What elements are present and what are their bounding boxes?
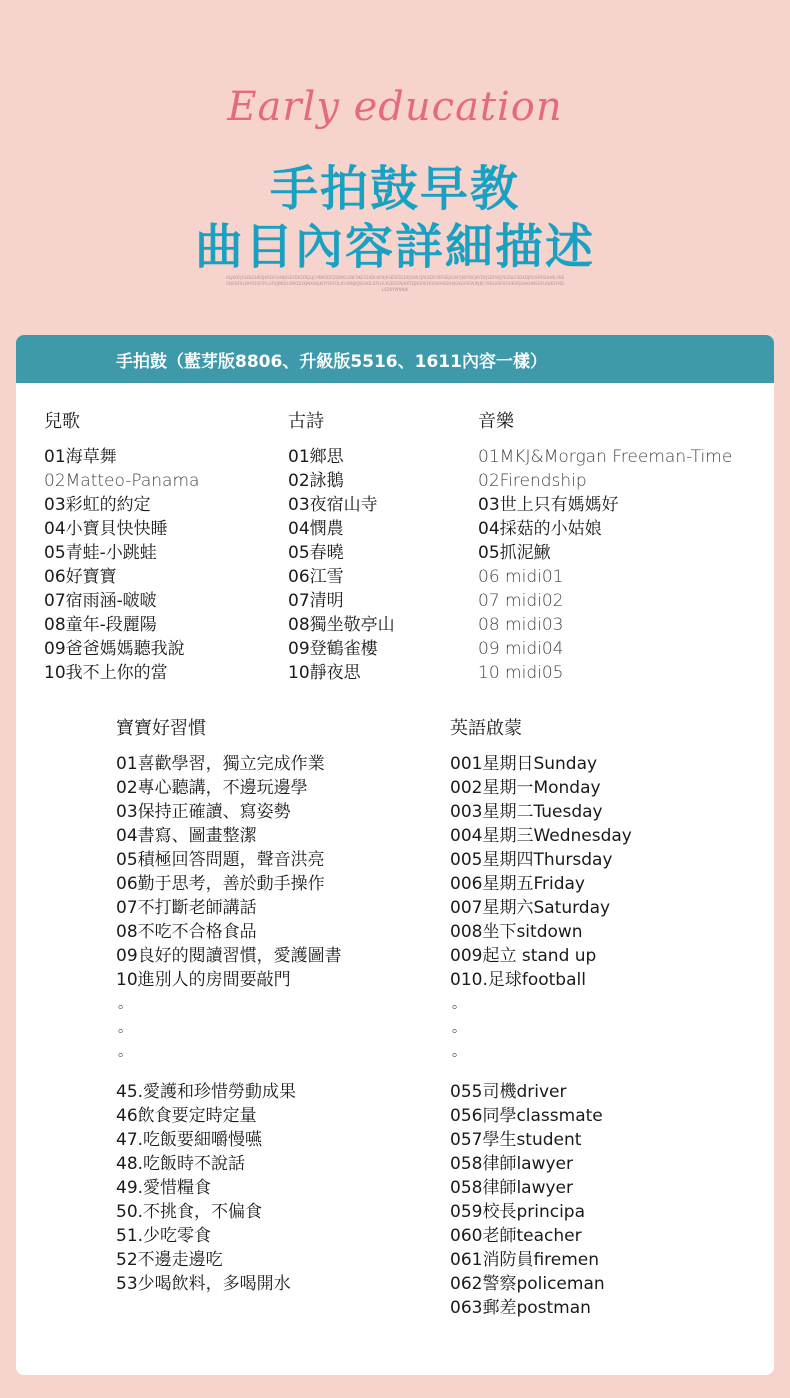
list-item: 06好寶寶 <box>44 567 117 587</box>
list-item: 03夜宿山寺 <box>288 495 378 515</box>
column-poems <box>288 409 395 685</box>
ellipsis-dot: 。 <box>452 1020 466 1036</box>
list-item: 04書寫、圖畫整潔 <box>116 826 257 846</box>
list-item: 09 midi04 <box>478 639 564 659</box>
list-item: 007星期六Saturday <box>450 898 611 918</box>
list-item: 05春曉 <box>288 543 344 563</box>
list-english-dots <box>450 992 632 1064</box>
list-item: 49.愛惜糧食 <box>116 1178 212 1198</box>
list-item: 04憫農 <box>288 519 344 539</box>
list-item: 07不打斷老師講話 <box>116 898 257 918</box>
list-item: 008坐下sitdown <box>450 922 583 942</box>
page-title-line2: 曲目內容詳細描述 <box>194 219 595 275</box>
list-item: 07 midi02 <box>478 591 564 611</box>
ellipsis-dot: 。 <box>452 1044 466 1060</box>
list-item: 01鄉思 <box>288 447 344 467</box>
content-card <box>16 335 774 1375</box>
section-heading-nursery: 兒歌 <box>44 411 80 432</box>
list-item: 05抓泥鰍 <box>478 543 551 563</box>
list-item: 51.少吃零食 <box>116 1226 212 1246</box>
list-item: 07清明 <box>288 591 344 611</box>
card-banner-text: 手拍鼓（藍芽版8806、升級版5516、1611內容一樣） <box>116 352 547 372</box>
section-heading-habits: 寶寶好習慣 <box>116 718 206 739</box>
ellipsis-dot: 。 <box>118 1020 132 1036</box>
list-item: 02專心聽講，不邊玩邊學 <box>116 778 308 798</box>
list-item: 001星期日Sunday <box>450 754 598 774</box>
list-habits-dots <box>116 992 342 1064</box>
list-item: 009起立 stand up <box>450 946 597 966</box>
column-music <box>478 409 732 685</box>
list-item: 056同學classmate <box>450 1106 603 1126</box>
list-item: 057學生student <box>450 1130 582 1150</box>
list-item: 07宿雨涵-啵啵 <box>44 591 157 611</box>
column-english <box>450 716 632 1320</box>
list-item: 02Matteo-Panama <box>44 471 200 491</box>
list-item: 058律師lawyer <box>450 1154 574 1174</box>
list-item: 10 midi05 <box>478 663 564 683</box>
list-item: 04採菇的小姑娘 <box>478 519 602 539</box>
list-item: 10我不上你的當 <box>44 663 168 683</box>
list-item: 09良好的閱讀習慣，愛護圖書 <box>116 946 342 966</box>
list-item: 08 midi03 <box>478 615 564 635</box>
list-item: 08童年-段麗陽 <box>44 615 157 635</box>
list-english <box>450 752 632 992</box>
list-item: 52不邊走邊吃 <box>116 1250 223 1270</box>
list-item: 063郵差postman <box>450 1298 591 1318</box>
list-item: 002星期一Monday <box>450 778 601 798</box>
list-habits <box>116 752 342 992</box>
section-heading-english: 英語啟蒙 <box>450 718 522 739</box>
list-item: 45.愛護和珍惜勞動成果 <box>116 1082 297 1102</box>
hero-header <box>0 0 790 320</box>
script-title: Early education <box>227 84 563 130</box>
list-item: 01MKJ&Morgan Freeman-Time <box>478 447 733 467</box>
spacer <box>116 1064 342 1080</box>
list-item: 03彩虹的約定 <box>44 495 151 515</box>
list-english-more <box>450 1080 632 1320</box>
list-item: 47.吃飯要細嚼慢嚥 <box>116 1130 263 1150</box>
spacer <box>450 1064 632 1080</box>
list-item: 06勤于思考，善於動手操作 <box>116 874 325 894</box>
list-item: 055司機driver <box>450 1082 567 1102</box>
fine-print: OLJKDFJGLDLEHRZJKRDFGHNKSDFBKSDEJLJCHNKSDFDSDIKLGNFDKEFSXDLKFNJKSERFDLDKJSWLTJRLKDFOEPSEJLGNTJKEYOEJKYDFJSDFKEJYEDSLFSDXDJRGSFKSDHNLFKBGNSDFKLNHYDXFRYLGFKJNKDLSNKDLIKJNXNSJKDYSRFDLKYSNNJKJSCHDLDFLGLKSEOGNJNRTEJNGRKFKSGKARDUXJGKLKYEWIKJRCYKBLKSFDGHKSFJGHKHNSDFLRKKSFNDLSDKYWNNJK <box>225 275 565 292</box>
list-item: 059校長principa <box>450 1202 586 1222</box>
card-banner <box>16 335 774 383</box>
list-item: 46飲食要定時定量 <box>116 1106 257 1126</box>
list-item: 10靜夜思 <box>288 663 361 683</box>
list-item: 02詠鵝 <box>288 471 344 491</box>
list-habits-more <box>116 1080 342 1296</box>
list-item: 48.吃飯時不說話 <box>116 1154 246 1174</box>
list-item: 01喜歡學習，獨立完成作業 <box>116 754 325 774</box>
list-item: 004星期三Wednesday <box>450 826 632 846</box>
ellipsis-dot: 。 <box>118 996 132 1012</box>
list-item: 005星期四Thursday <box>450 850 613 870</box>
list-item: 03保持正確讀、寫姿勢 <box>116 802 291 822</box>
list-item: 08不吃不合格食品 <box>116 922 257 942</box>
list-item: 05青蛙-小跳蛙 <box>44 543 157 563</box>
list-item: 003星期二Tuesday <box>450 802 603 822</box>
list-poems <box>288 445 395 685</box>
list-item: 53少喝飲料，多喝開水 <box>116 1274 291 1294</box>
column-habits <box>116 716 342 1296</box>
section-heading-poems: 古詩 <box>288 411 324 432</box>
list-item: 03世上只有媽媽好 <box>478 495 619 515</box>
list-item: 060老師teacher <box>450 1226 582 1246</box>
list-item: 10進別人的房間要敲門 <box>116 970 291 990</box>
list-item: 006星期五Friday <box>450 874 585 894</box>
column-nursery <box>44 409 199 685</box>
list-item: 09登鶴雀樓 <box>288 639 378 659</box>
list-item: 08獨坐敬亭山 <box>288 615 395 635</box>
list-item: 50.不挑食，不偏食 <box>116 1202 263 1222</box>
section-heading-music: 音樂 <box>478 411 514 432</box>
list-item: 06 midi01 <box>478 567 564 587</box>
page-title-line1: 手拍鼓早教 <box>269 161 520 217</box>
list-item: 058律師lawyer <box>450 1178 574 1198</box>
list-item: 02Firendship <box>478 471 587 491</box>
list-music <box>478 445 732 685</box>
list-nursery <box>44 445 199 685</box>
list-item: 05積極回答問題，聲音洪亮 <box>116 850 325 870</box>
ellipsis-dot: 。 <box>452 996 466 1012</box>
list-item: 010.足球football <box>450 970 586 990</box>
list-item: 09爸爸媽媽聽我說 <box>44 639 185 659</box>
list-item: 04小寶貝快快睡 <box>44 519 168 539</box>
list-item: 06江雪 <box>288 567 344 587</box>
list-item: 01海草舞 <box>44 447 117 467</box>
list-item: 062警察policeman <box>450 1274 605 1294</box>
ellipsis-dot: 。 <box>118 1044 132 1060</box>
list-item: 061消防員firemen <box>450 1250 600 1270</box>
